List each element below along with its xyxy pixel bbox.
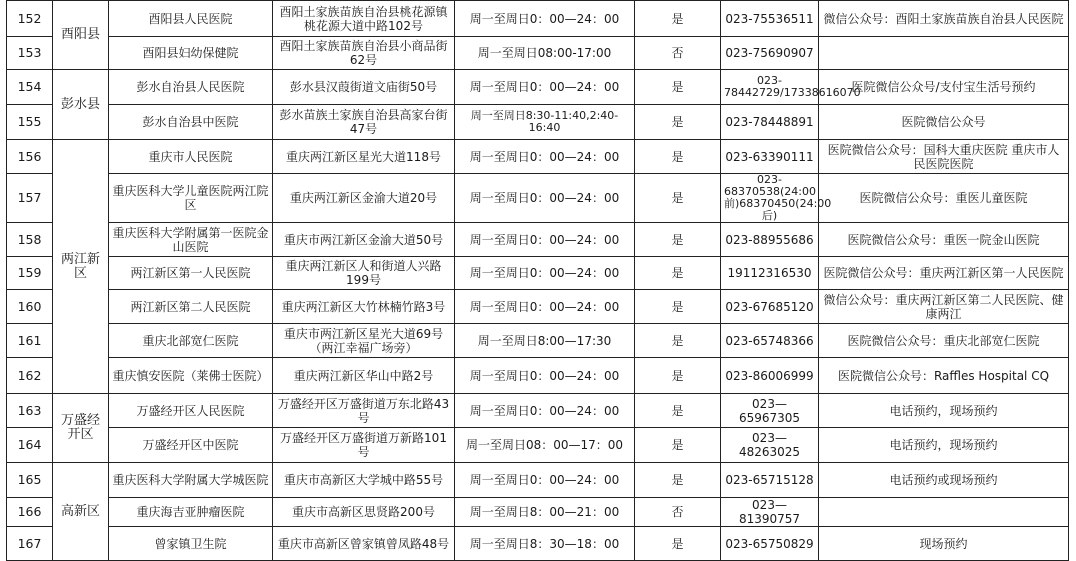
opening-hours: 周一至周日0：00—24：00 [455,358,635,394]
opening-hours: 周一至周日0：00—24：00 [455,1,635,37]
hospital-name: 重庆海吉亚肿瘤医院 [109,498,273,527]
table-row [7,174,1069,223]
emergency-flag: 是 [635,140,721,174]
phone-number: 023-67685120 [721,290,819,324]
hospital-address: 重庆两江新区金渝大道20号 [273,174,455,223]
hospital-name: 重庆医科大学儿童医院两江院区 [109,174,273,223]
phone-number: 023-75536511 [721,1,819,37]
phone-number: 023-78442729/17338616070 [721,70,819,105]
table-row [7,140,1069,174]
hospital-name: 重庆市人民医院 [109,140,273,174]
table-row [7,37,1069,70]
hospital-address: 彭水县汉葭街道文庙街50号 [273,70,455,105]
booking-method: 医院微信公众号：重庆两江新区第一人民医院 [819,257,1069,290]
opening-hours: 周一至周日0：00—24：00 [455,140,635,174]
emergency-flag: 是 [635,463,721,498]
booking-method: 微信公众号：酉阳土家族苗族自治县人民医院 [819,1,1069,37]
hospital-address: 重庆两江新区大竹林楠竹路3号 [273,290,455,324]
table-row [7,498,1069,527]
emergency-flag: 否 [635,498,721,527]
opening-hours: 周一至周日0：00—24：00 [455,223,635,257]
row-number: 161 [7,324,53,358]
table-row [7,290,1069,324]
phone-number: 023-63390111 [721,140,819,174]
hospital-address: 重庆市两江新区金渝大道50号 [273,223,455,257]
table-row [7,527,1069,561]
emergency-flag: 是 [635,394,721,428]
hospital-name: 重庆慎安医院（莱佛士医院） [109,358,273,394]
booking-method: 医院微信公众号：重医一院金山医院 [819,223,1069,257]
hospital-name: 两江新区第一人民医院 [109,257,273,290]
hospital-address: 酉阳土家族苗族自治县小商品街62号 [273,37,455,70]
emergency-flag: 是 [635,527,721,561]
phone-number: 023-86006999 [721,358,819,394]
opening-hours: 周一至周日0：00—24：00 [455,290,635,324]
table-row [7,358,1069,394]
booking-method: 医院微信公众号：国科大重庆医院 重庆市人民医院医院 [819,140,1069,174]
phone-number: 023-65715128 [721,463,819,498]
phone-number: 023-65748366 [721,324,819,358]
table-row [7,1,1069,37]
emergency-flag: 是 [635,428,721,463]
emergency-flag: 是 [635,324,721,358]
phone-number: 023-68370538(24:00前)68370450(24:00后) [721,174,819,223]
hospital-table [6,0,1069,561]
row-number: 164 [7,428,53,463]
hospital-address: 重庆市高新区大学城中路55号 [273,463,455,498]
hospital-address: 万盛经开区万盛街道万新路101号 [273,428,455,463]
hospital-address: 彭水苗族土家族自治县高家台街47号 [273,105,455,140]
district-cell: 两江新区 [53,140,109,394]
booking-method: 医院微信公众号：重医儿童医院 [819,174,1069,223]
table-row [7,428,1069,463]
hospital-address: 重庆两江新区华山中路2号 [273,358,455,394]
phone-number: 023-78448891 [721,105,819,140]
hospital-address: 重庆两江新区星光大道118号 [273,140,455,174]
row-number: 157 [7,174,53,223]
booking-method: 医院微信公众号/支付宝生活号预约 [819,70,1069,105]
booking-method [819,37,1069,70]
phone-number: 023—48263025 [721,428,819,463]
opening-hours: 周一至周日0：00—24：00 [455,463,635,498]
hospital-name: 两江新区第二人民医院 [109,290,273,324]
emergency-flag: 是 [635,105,721,140]
row-number: 153 [7,37,53,70]
phone-number: 023—65967305 [721,394,819,428]
hospital-address: 重庆市高新区思贤路200号 [273,498,455,527]
table-row [7,223,1069,257]
booking-method: 医院微信公众号：Raffles Hospital CQ [819,358,1069,394]
row-number: 159 [7,257,53,290]
district-cell: 彭水县 [53,70,109,140]
row-number: 162 [7,358,53,394]
emergency-flag: 是 [635,70,721,105]
booking-method: 医院微信公众号 [819,105,1069,140]
hospital-name: 彭水自治县人民医院 [109,70,273,105]
opening-hours: 周一至周日8:00—17:30 [455,324,635,358]
opening-hours: 周一至周日0：00—24：00 [455,257,635,290]
hospital-address: 万盛经开区万盛街道万东北路43号 [273,394,455,428]
row-number: 156 [7,140,53,174]
hospital-name: 重庆医科大学附属第一医院金山医院 [109,223,273,257]
hospital-name: 酉阳县妇幼保健院 [109,37,273,70]
hospital-address: 重庆市两江新区星光大道69号（两江幸福广场旁） [273,324,455,358]
emergency-flag: 否 [635,37,721,70]
opening-hours: 周一至周日08：00—17：00 [455,428,635,463]
table-row [7,394,1069,428]
phone-number: 19112316530 [721,257,819,290]
booking-method: 电话预约，现场预约 [819,428,1069,463]
emergency-flag: 是 [635,174,721,223]
hospital-address: 重庆市高新区曾家镇曾凤路48号 [273,527,455,561]
hospital-name: 重庆北部宽仁医院 [109,324,273,358]
phone-number: 023-88955686 [721,223,819,257]
row-number: 160 [7,290,53,324]
hospital-name: 重庆医科大学附属大学城医院 [109,463,273,498]
opening-hours: 周一至周日8:30-11:40,2:40-16:40 [455,105,635,140]
opening-hours: 周一至周日0：00—24：00 [455,174,635,223]
booking-method: 现场预约 [819,527,1069,561]
row-number: 152 [7,1,53,37]
booking-method [819,498,1069,527]
emergency-flag: 是 [635,223,721,257]
row-number: 167 [7,527,53,561]
booking-method: 电话预约，现场预约 [819,394,1069,428]
row-number: 154 [7,70,53,105]
opening-hours: 周一至周日08:00-17:00 [455,37,635,70]
phone-number: 023—81390757 [721,498,819,527]
district-cell: 万盛经开区 [53,394,109,463]
hospital-address: 酉阳土家族苗族自治县桃花源镇桃花源大道中路102号 [273,1,455,37]
district-cell: 酉阳县 [53,1,109,70]
hospital-name: 万盛经开区中医院 [109,428,273,463]
row-number: 155 [7,105,53,140]
hospital-name: 曾家镇卫生院 [109,527,273,561]
row-number: 163 [7,394,53,428]
booking-method: 微信公众号：重庆两江新区第二人民医院、健康两江 [819,290,1069,324]
opening-hours: 周一至周日8：30—18：00 [455,527,635,561]
hospital-name: 彭水自治县中医院 [109,105,273,140]
emergency-flag: 是 [635,257,721,290]
hospital-address: 重庆两江新区人和街道人兴路199号 [273,257,455,290]
table-row [7,463,1069,498]
table-row [7,324,1069,358]
booking-method: 电话预约或现场预约 [819,463,1069,498]
emergency-flag: 是 [635,358,721,394]
row-number: 165 [7,463,53,498]
row-number: 158 [7,223,53,257]
opening-hours: 周一至周日8：00—21：00 [455,498,635,527]
opening-hours: 周一至周日0：00—24：00 [455,70,635,105]
phone-number: 023-75690907 [721,37,819,70]
row-number: 166 [7,498,53,527]
emergency-flag: 是 [635,1,721,37]
table-row [7,257,1069,290]
table-row [7,105,1069,140]
hospital-name: 万盛经开区人民医院 [109,394,273,428]
hospital-name: 酉阳县人民医院 [109,1,273,37]
phone-number: 023-65750829 [721,527,819,561]
district-cell: 高新区 [53,463,109,561]
table-row [7,70,1069,105]
booking-method: 医院微信公众号：重庆北部宽仁医院 [819,324,1069,358]
opening-hours: 周一至周日0：00—24：00 [455,394,635,428]
emergency-flag: 是 [635,290,721,324]
